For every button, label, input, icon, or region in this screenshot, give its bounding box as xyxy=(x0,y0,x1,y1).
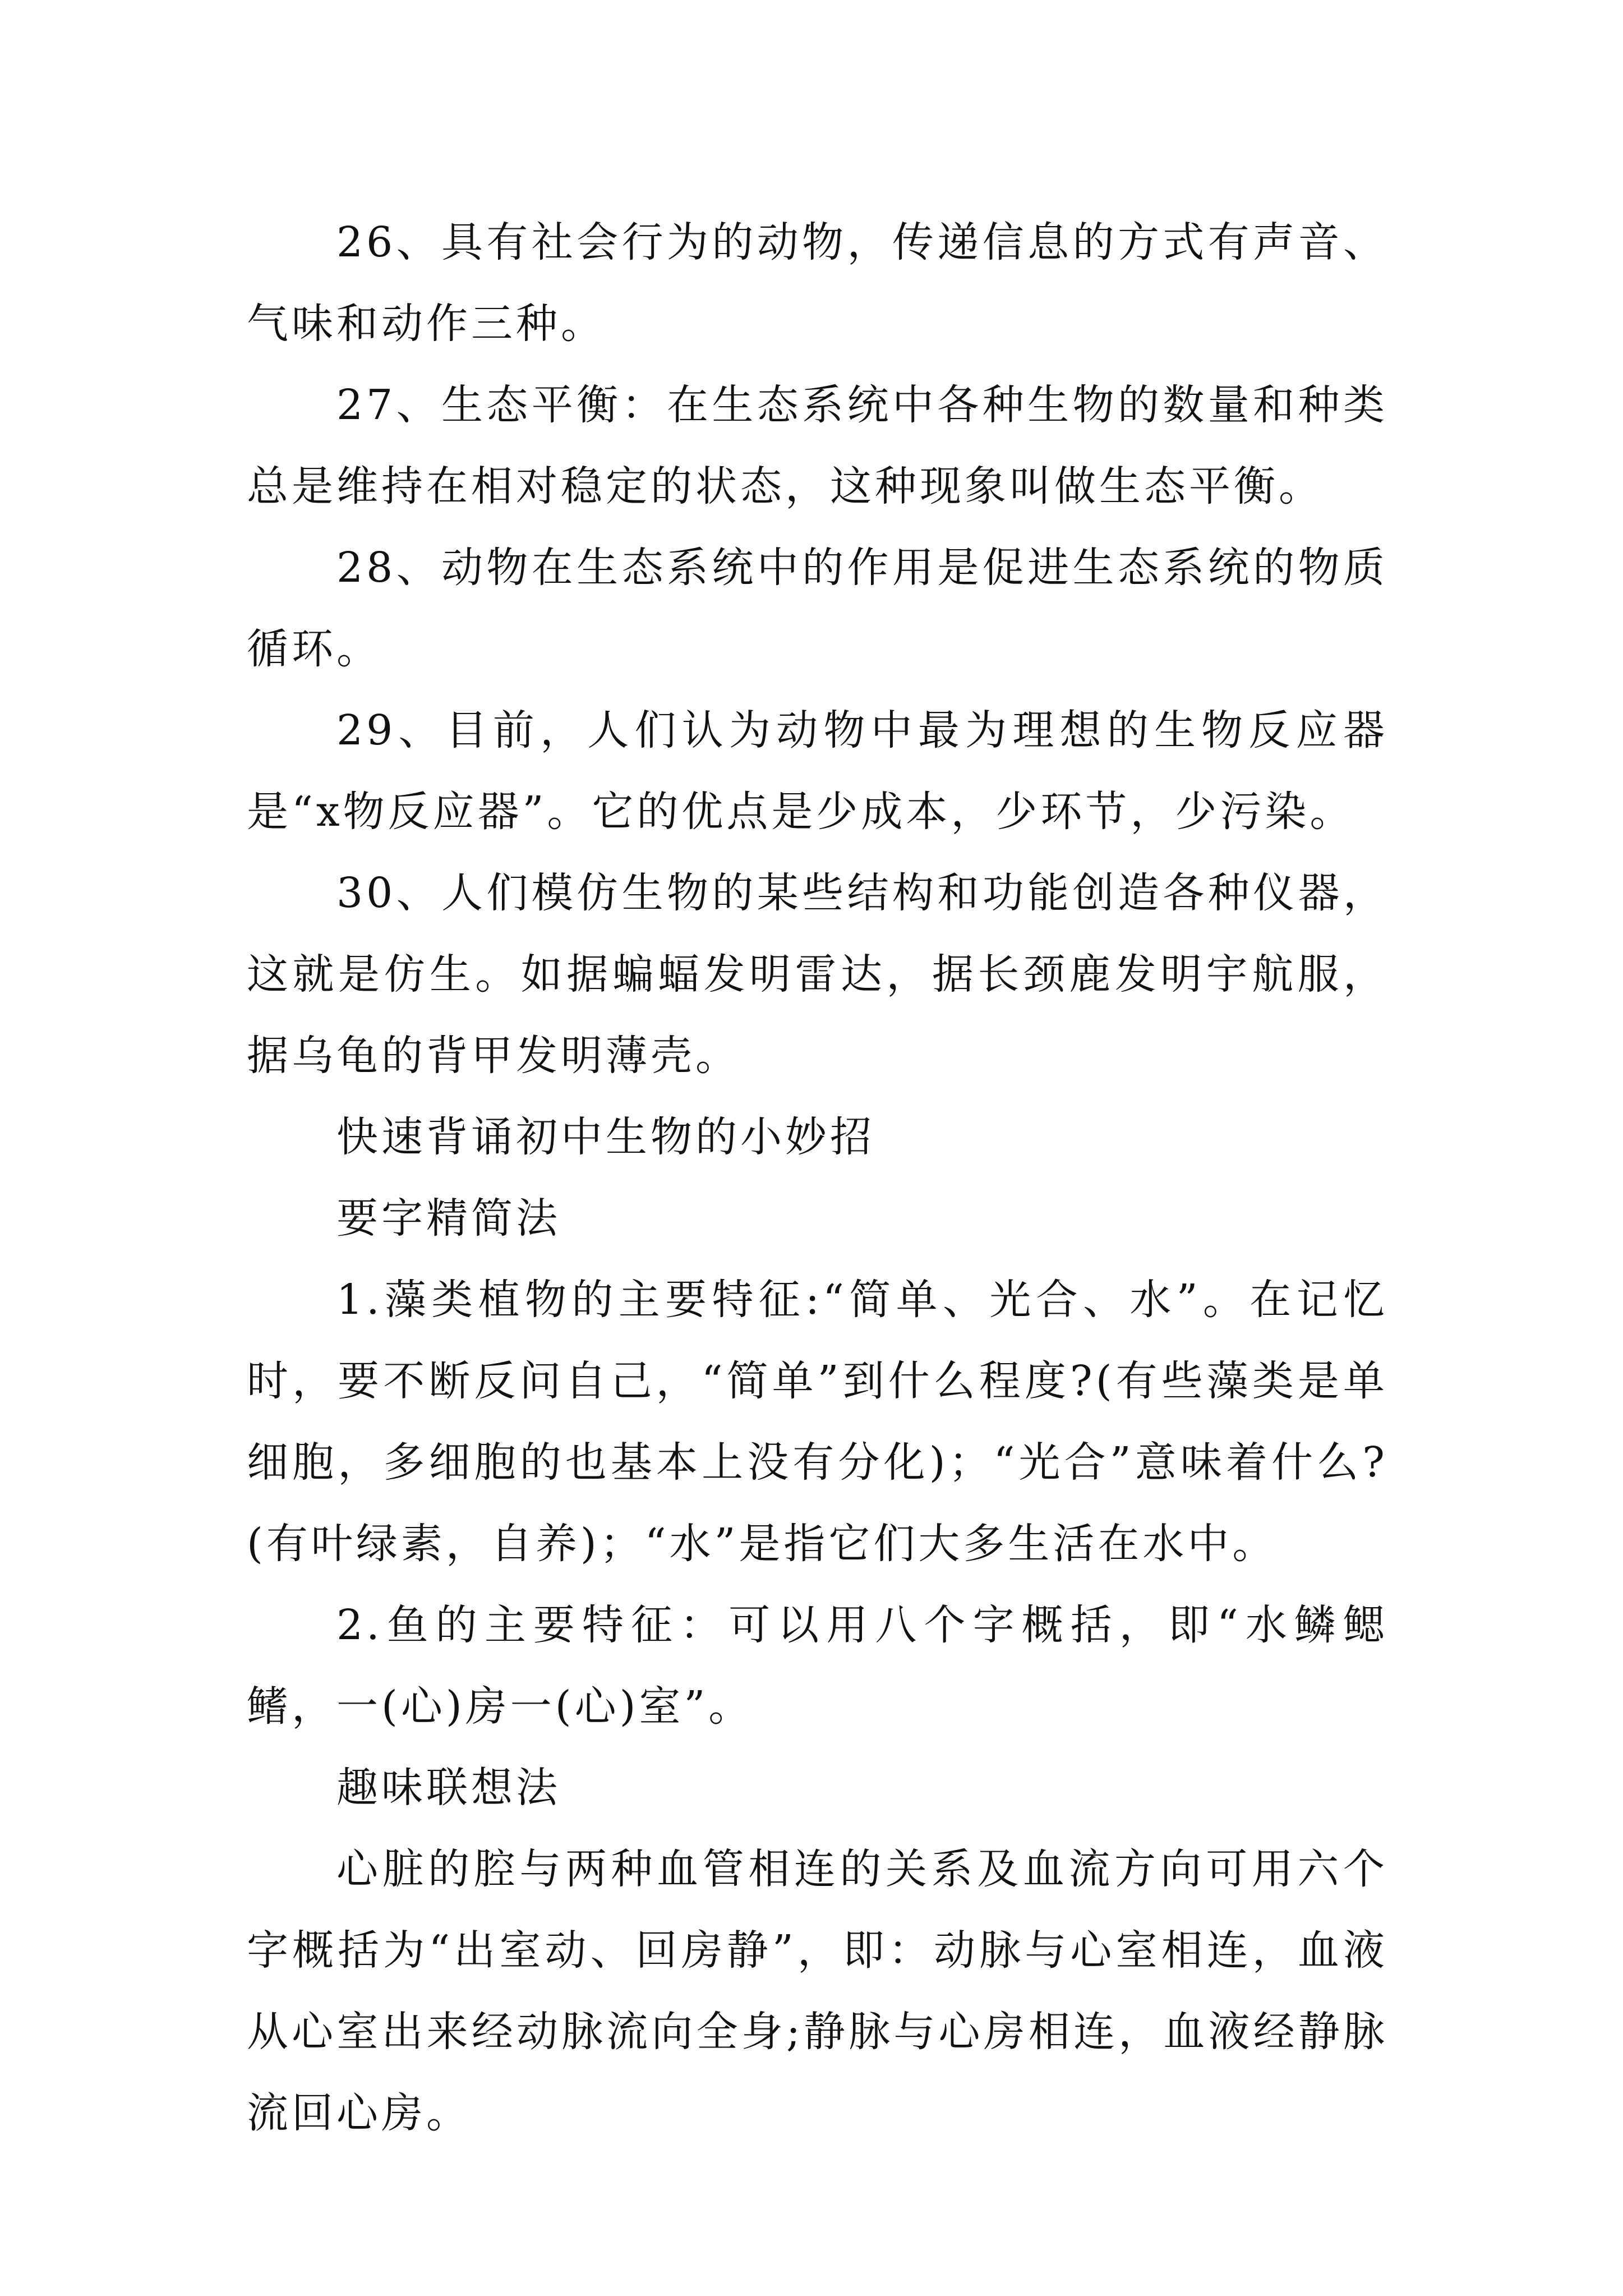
paragraph-29-bioreactor: 29、目前，人们认为动物中最为理想的生物反应器是“x物反应器”。它的优点是少成本，少环节，少污染。 xyxy=(247,706,1388,836)
subheading-association-method: 趣味联想法 xyxy=(336,1764,561,1812)
paragraph-heart-blood-flow: 心脏的腔与两种血管相连的关系及血流方向可用六个字概括为“出室动、回房静”，即：动脉与心室相连，血液从心室出来经动脉流向全身;静脉与心房相连，血液经静脉流回心房。 xyxy=(247,1845,1388,2137)
subheading-keyword-method: 要字精简法 xyxy=(336,1194,561,1243)
document-body xyxy=(247,202,1388,2154)
paragraph-27-ecological-balance: 27、生态平衡：在生态系统中各种生物的数量和种类总是维持在相对稳定的状态，这种现象叫做生态平衡。 xyxy=(247,381,1388,510)
paragraph-algae-features: 1.藻类植物的主要特征:“简单、光合、水”。在记忆时，要不断反问自己，“简单”到什么程度?(有些藻类是单细胞，多细胞的也基本上没有分化)；“光合”意味着什么?(有叶绿素，自养)；“水”是指它们大多生活在水中。 xyxy=(247,1276,1388,1568)
section-heading-memory-tips: 快速背诵初中生物的小妙招 xyxy=(336,1113,875,1161)
paragraph-30-bionics: 30、人们模仿生物的某些结构和功能创造各种仪器，这就是仿生。如据蝙蝠发明雷达，据长颈鹿发明宇航服，据乌龟的背甲发明薄壳。 xyxy=(247,869,1388,1080)
paragraph-28-animal-role: 28、动物在生态系统中的作用是促进生态系统的物质循环。 xyxy=(247,544,1388,673)
paragraph-fish-features: 2.鱼的主要特征：可以用八个字概括，即“水鳞鳃鳍，一(心)房一(心)室”。 xyxy=(247,1601,1388,1731)
paragraph-26-social-behavior: 26、具有社会行为的动物，传递信息的方式有声音、气味和动作三种。 xyxy=(247,218,1388,348)
